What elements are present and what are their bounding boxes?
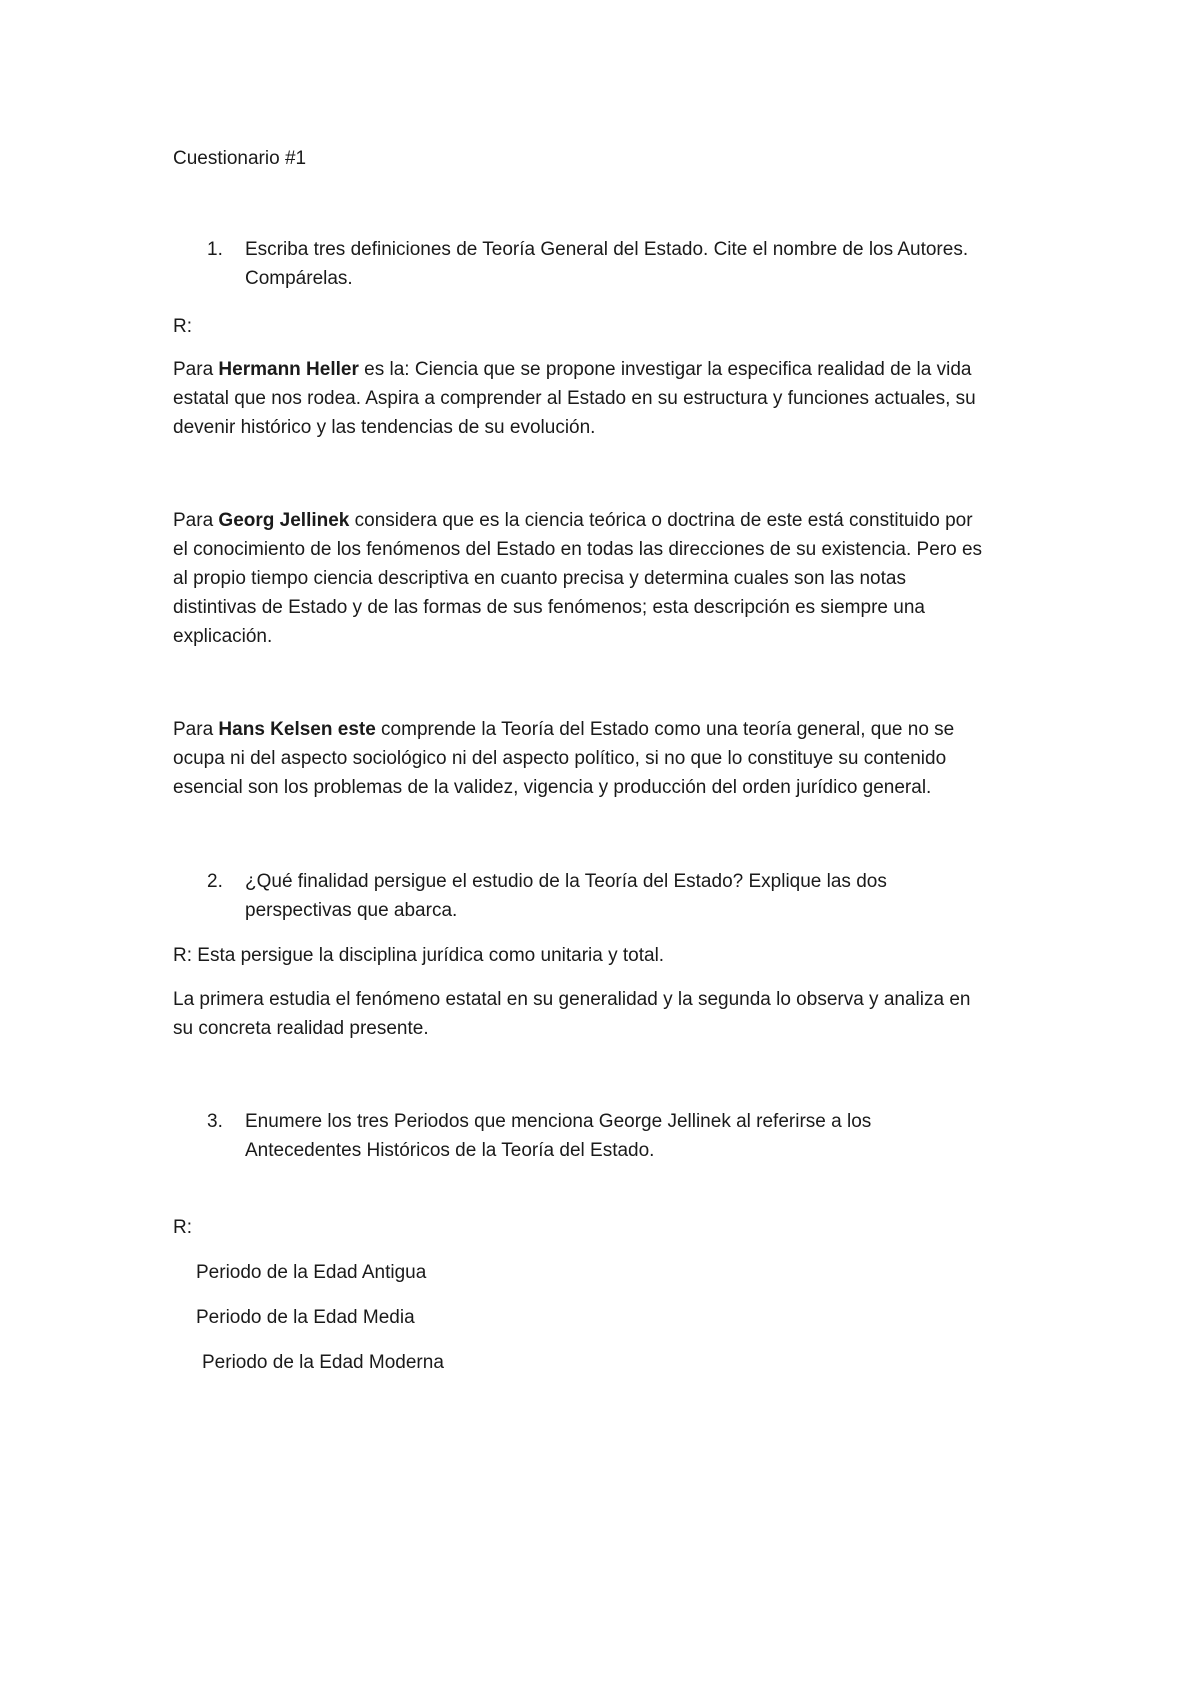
jellinek-paragraph-line-2: el conocimiento de los fenómenos del Estado en todas las direcciones de su existencia. Pero es xyxy=(173,539,983,560)
question-3-line-1: Enumere los tres Periodos que menciona George Jellinek al referirse a los xyxy=(245,1111,872,1132)
period-item: Periodo de la Edad Moderna xyxy=(202,1352,444,1373)
question-2-line-1: ¿Qué finalidad persigue el estudio de la Teoría del Estado? Explique las dos xyxy=(245,871,887,892)
author-name-kelsen: Hans Kelsen xyxy=(218,719,333,740)
document-title: Cuestionario #1 xyxy=(173,148,307,169)
jellinek-paragraph-line-1: Para Georg Jellinek considera que es la ciencia teórica o doctrina de este está constituido por xyxy=(173,510,973,531)
answer-2-paragraph-line-1: La primera estudia el fenómeno estatal en su generalidad y la segunda lo observa y analiza en xyxy=(173,989,971,1010)
answer-2-paragraph-line-2: su concreta realidad presente. xyxy=(173,1018,429,1039)
question-3-line-2: Antecedentes Históricos de la Teoría del Estado. xyxy=(245,1140,655,1161)
author-name-jellinek: Georg Jellinek xyxy=(218,510,350,531)
question-1-line-1: Escriba tres definiciones de Teoría General del Estado. Cite el nombre de los Autores. xyxy=(245,239,969,260)
heller-paragraph-line-2: estatal que nos rodea. Aspira a comprender al Estado en su estructura y funciones actuales, su xyxy=(173,388,976,409)
author-name-heller: Hermann Heller xyxy=(218,359,359,380)
period-item: Periodo de la Edad Media xyxy=(196,1307,415,1328)
jellinek-paragraph-line-4: distintivas de Estado y de las formas de sus fenómenos; esta descripción es siempre una xyxy=(173,597,925,618)
answer-2-line: R: Esta persigue la disciplina jurídica como unitaria y total. xyxy=(173,945,665,966)
jellinek-paragraph-line-5: explicación. xyxy=(173,626,273,647)
answer-label-1: R: xyxy=(173,316,192,337)
question-2-number: 2. xyxy=(207,871,223,892)
question-1-line-2: Compárelas. xyxy=(245,268,353,289)
period-item: Periodo de la Edad Antigua xyxy=(196,1262,427,1283)
kelsen-paragraph-line-1: Para Hans Kelsen este comprende la Teoría del Estado como una teoría general, que no se xyxy=(173,719,955,740)
question-3-number: 3. xyxy=(207,1111,223,1132)
answer-label-3: R: xyxy=(173,1217,192,1238)
heller-paragraph-line-3: devenir histórico y las tendencias de su evolución. xyxy=(173,417,596,438)
jellinek-paragraph-line-3: al propio tiempo ciencia descriptiva en cuanto precisa y determina cuales son las notas xyxy=(173,568,906,589)
question-2-line-2: perspectivas que abarca. xyxy=(245,900,458,921)
kelsen-paragraph-line-3: esencial son los problemas de la validez, vigencia y producción del orden jurídico general. xyxy=(173,777,932,798)
question-1-number: 1. xyxy=(207,239,223,260)
heller-paragraph-line-1: Para Hermann Heller es la: Ciencia que se propone investigar la especifica realidad de la vida xyxy=(173,359,972,380)
kelsen-paragraph-line-2: ocupa ni del aspecto sociológico ni del aspecto político, si no que lo constituye su contenido xyxy=(173,748,947,769)
